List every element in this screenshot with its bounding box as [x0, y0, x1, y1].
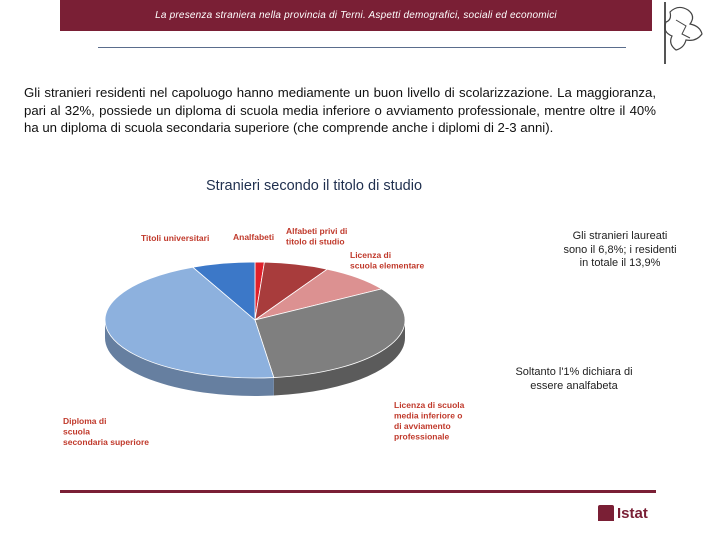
pie-label-0: Analfabeti [233, 232, 275, 242]
header-title: La presenza straniera nella provincia di Terni. Aspetti demografici, sociali ed economici [155, 10, 557, 21]
note-graduates: Gli stranieri laureati sono il 6,8%; i residenti in totale il 13,9% [563, 230, 677, 269]
istat-logo [598, 504, 648, 522]
pie-label-2: Licenza di scuola elementare [350, 250, 425, 271]
istat-logo-text: Istat [617, 504, 648, 522]
pie-label-4: Diploma di scuola secondaria superiore [63, 416, 149, 447]
note-illiterate: Soltanto l'1% dichiara di essere analfabeta [515, 366, 633, 392]
footer-divider [60, 490, 656, 493]
pie-label-5: Titoli universitari [141, 233, 210, 243]
chart-title: Stranieri secondo il titolo di studio [206, 178, 423, 194]
pie-label-3: Licenza di scuola media inferiore o di avviamento professionale [394, 400, 465, 442]
pie-label-1: Alfabeti privi di titolo di studio [286, 226, 348, 247]
intro-paragraph: Gli stranieri residenti nel capoluogo hanno mediamente un buon livello di scolarizzazione. La maggioranza, pari al 32%, possiede un diploma di scuola media inferiore o avviamento professionale, mentre oltre il 40% ha un diploma di scuola secondaria superiore (che comprende anche i diplomi di 2-3 anni). [24, 85, 656, 135]
istat-mark-icon [598, 505, 614, 521]
